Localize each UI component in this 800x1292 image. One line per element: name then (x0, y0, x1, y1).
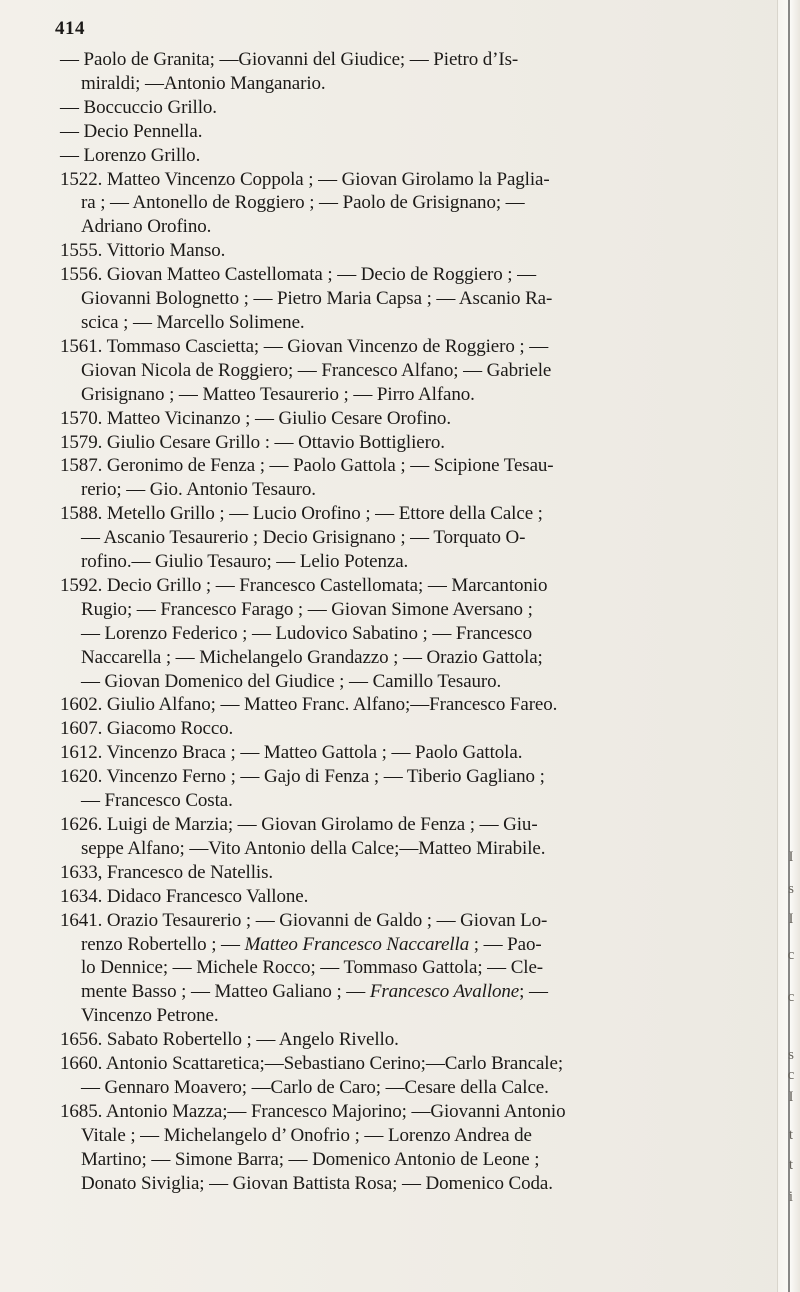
entry-line (60, 407, 775, 431)
entry-line (60, 909, 775, 933)
entry-text: Rugio; — Francesco Farago ; — Giovan Simone Aversano ; (81, 598, 533, 620)
entry-text: Vincenzo Ferno ; — Gajo di Fenza ; — Tiberio Gagliano ; (106, 766, 545, 788)
entry-line (81, 980, 775, 1004)
entry-text: Francesco de Natellis. (106, 861, 274, 883)
entry (60, 693, 775, 717)
bleed-glyph: c (787, 1067, 795, 1083)
entry-text: Vincenzo Petrone. (81, 1005, 219, 1027)
bleed-glyph: s (788, 1047, 794, 1063)
entry (60, 765, 775, 813)
entry (60, 885, 775, 909)
entry-text: — Francesco Costa. (81, 790, 233, 812)
entry (60, 1028, 775, 1052)
entry-year: 1602. (60, 694, 103, 716)
entry-line (81, 526, 775, 550)
entry-line (60, 1100, 775, 1124)
entry (60, 1100, 775, 1196)
entry-line (81, 287, 775, 311)
entry (60, 502, 775, 574)
entry-line (81, 598, 775, 622)
entry (60, 909, 775, 1029)
entry-line (81, 311, 775, 335)
entry-text: Matteo Vicinanzo ; — Giulio Cesare Orofino. (106, 407, 451, 429)
entry-line (60, 239, 775, 263)
entry-line (81, 789, 775, 813)
entry-text: Orazio Tesaurerio ; — Giovanni de Galdo ; — Giovan Lo- (106, 909, 548, 931)
entry (60, 1052, 775, 1100)
entry (60, 48, 775, 96)
entry-text: Luigi de Marzia; — Giovan Girolamo de Fenza ; — Giu- (106, 814, 538, 835)
entry-line (81, 956, 775, 980)
entry-text: seppe Alfano; —Vito Antonio della Calce;—Matteo Mirabile. (81, 837, 546, 859)
entry-year: 1685. (60, 1100, 103, 1122)
entry-text: renzo Robertello ; — Matteo Francesco Naccarella ; — Pao- (81, 933, 542, 955)
entry-line (60, 96, 775, 120)
entry-line (60, 120, 775, 144)
entry-line (81, 1124, 775, 1148)
entry-text: Naccarella ; — Michelangelo Grandazzo ; — Orazio Gattola; (81, 646, 543, 668)
entry (60, 263, 775, 335)
entry-line (60, 454, 775, 478)
entry-line (60, 335, 775, 359)
entry (60, 431, 775, 455)
entry-line (60, 717, 775, 741)
entry-year: 1587. (60, 455, 103, 477)
entry-line (60, 885, 775, 909)
entry-line (81, 383, 775, 407)
bleed-glyph: t (788, 1127, 794, 1143)
entry-line (81, 670, 775, 694)
bleed-glyph: t (788, 1157, 794, 1173)
entry-text: — Lorenzo Grillo. (60, 144, 201, 166)
entry-text: Tommaso Cascietta; — Giovan Vincenzo de Roggiero ; — (106, 335, 549, 357)
entry-text: Adriano Orofino. (81, 216, 212, 238)
entry (60, 144, 775, 168)
name-list (60, 48, 775, 1196)
entry-text: rerio; — Gio. Antonio Tesauro. (81, 479, 316, 501)
entry-text: Giovan Nicola de Roggiero; — Francesco Alfano; — Gabriele (81, 359, 552, 381)
entry-line (81, 215, 775, 239)
entry-text: Giulio Alfano; — Matteo Franc. Alfano;—Francesco Fareo. (106, 694, 558, 716)
entry-line (60, 861, 775, 885)
entry-line (60, 431, 775, 455)
entry-text: Decio Grillo ; — Francesco Castellomata; — Marcantonio (106, 574, 548, 596)
entry-line (60, 693, 775, 717)
entry-year: 1607. (60, 718, 103, 740)
page-number: 414 (55, 18, 85, 39)
entry (60, 717, 775, 741)
entry-year: 1579. (60, 431, 103, 453)
entry (60, 741, 775, 765)
entry-line (60, 741, 775, 765)
entry-line (81, 1076, 775, 1100)
entry-year: 1656. (60, 1029, 103, 1051)
entry-text: Martino; — Simone Barra; — Domenico Antonio de Leone ; (81, 1148, 540, 1170)
entry-line (81, 1004, 775, 1028)
entry-line (81, 622, 775, 646)
entry (60, 861, 775, 885)
entry (60, 335, 775, 407)
entry-text: Metello Grillo ; — Lucio Orofino ; — Ettore della Calce ; (106, 503, 543, 525)
bleed-glyph: c (787, 947, 795, 963)
entry-line (60, 1028, 775, 1052)
entry-year: 1660. (60, 1053, 103, 1075)
entry-text: Donato Siviglia; — Giovan Battista Rosa; — Domenico Coda. (81, 1172, 553, 1194)
entry-text: Antonio Scattaretica;—Sebastiano Cerino;—Carlo Brancale; (105, 1053, 564, 1075)
entry-line (81, 1172, 775, 1196)
entry-line (60, 574, 775, 598)
entry-text: Vitale ; — Michelangelo d’ Onofrio ; — Lorenzo Andrea de (81, 1124, 532, 1146)
entry-line (60, 765, 775, 789)
entry-line (60, 168, 775, 192)
entry-year: 1556. (60, 264, 103, 286)
entry-line (81, 191, 775, 215)
bleed-glyph: i (788, 1189, 794, 1205)
entry-text: Giovanni Bolognetto ; — Pietro Maria Capsa ; — Ascanio Ra- (81, 288, 553, 310)
entry-text: Vincenzo Braca ; — Matteo Gattola ; — Paolo Gattola. (106, 742, 523, 764)
entry-line (81, 550, 775, 574)
entry-text: Sabato Robertello ; — Angelo Rivello. (106, 1029, 399, 1051)
entry-year: 1612. (60, 742, 103, 764)
entry-text: scica ; — Marcello Solimene. (81, 311, 305, 333)
entry-text: — Gennaro Moavero; —Carlo de Caro; —Cesare della Calce. (81, 1076, 549, 1098)
entry-line (81, 1148, 775, 1172)
entry-line (81, 933, 775, 957)
entry-text: Didaco Francesco Vallone. (106, 885, 309, 907)
entry-year: 1570. (60, 407, 103, 429)
entry-text: — Boccuccio Grillo. (60, 96, 217, 118)
entry-text: lo Dennice; — Michele Rocco; — Tommaso Gattola; — Cle- (81, 957, 544, 979)
entry-text: ra ; — Antonello de Roggiero ; — Paolo de Grisignano; — (81, 192, 525, 214)
entry-line (60, 813, 775, 837)
entry-year: 1588. (60, 503, 103, 525)
entry-text: — Paolo de Granita; —Giovanni del Giudice; — Pietro d’Is- (60, 49, 519, 70)
entry (60, 168, 775, 240)
entry-text: Antonio Mazza;— Francesco Majorino; —Giovanni Antonio (105, 1100, 566, 1122)
entry-year: 1633, (60, 861, 103, 883)
entry-text: — Lorenzo Federico ; — Ludovico Sabatino ; — Francesco (81, 622, 533, 644)
entry-text: Giovan Matteo Castellomata ; — Decio de Roggiero ; — (106, 264, 536, 286)
entry-line (81, 72, 775, 96)
entry-text: mente Basso ; — Matteo Galiano ; — Francesco Avallone; — (81, 981, 548, 1003)
bleed-glyph: I (788, 911, 794, 927)
entry-line (60, 502, 775, 526)
entry-line (81, 359, 775, 383)
entry (60, 239, 775, 263)
entry-text: Grisignano ; — Matteo Tesaurerio ; — Pirro Alfano. (81, 383, 475, 405)
entry-text: Giulio Cesare Grillo : — Ottavio Bottigliero. (106, 431, 445, 453)
entry-line (60, 1052, 775, 1076)
entry-year: 1634. (60, 885, 103, 907)
entry-text: — Decio Pennella. (60, 120, 203, 142)
bleed-glyph: c (787, 989, 795, 1005)
entry (60, 813, 775, 861)
bleed-glyph: I (788, 849, 794, 865)
entry (60, 96, 775, 120)
entry (60, 120, 775, 144)
entry-text: — Ascanio Tesaurerio ; Decio Grisignano ; — Torquato O- (81, 527, 526, 549)
entry (60, 407, 775, 431)
entry-line (81, 837, 775, 861)
entry-year: 1626. (60, 814, 103, 835)
entry-text: rofino.— Giulio Tesauro; — Lelio Potenza. (81, 551, 409, 573)
entry-year: 1522. (60, 168, 103, 190)
entry-year: 1555. (60, 240, 103, 262)
entry-year: 1592. (60, 574, 103, 596)
entry-line (60, 144, 775, 168)
entry-line (81, 646, 775, 670)
entry (60, 454, 775, 502)
entry-line (60, 48, 775, 72)
bleed-glyph: I (788, 1089, 794, 1105)
entry (60, 574, 775, 694)
entry-text: Geronimo de Fenza ; — Paolo Gattola ; — Scipione Tesau- (106, 455, 554, 477)
entry-text: — Giovan Domenico del Giudice ; — Camillo Tesauro. (81, 670, 502, 692)
entry-text: Vittorio Manso. (106, 240, 226, 262)
entry-year: 1561. (60, 335, 103, 357)
bleed-glyph: s (788, 881, 794, 897)
entry-text: Giacomo Rocco. (106, 718, 234, 740)
entry-year: 1620. (60, 766, 103, 788)
entry-year: 1641. (60, 909, 103, 931)
entry-text: Matteo Vincenzo Coppola ; — Giovan Girolamo la Paglia- (106, 168, 550, 190)
entry-text: miraldi; —Antonio Manganario. (81, 72, 326, 94)
entry-line (81, 478, 775, 502)
entry-line (60, 263, 775, 287)
